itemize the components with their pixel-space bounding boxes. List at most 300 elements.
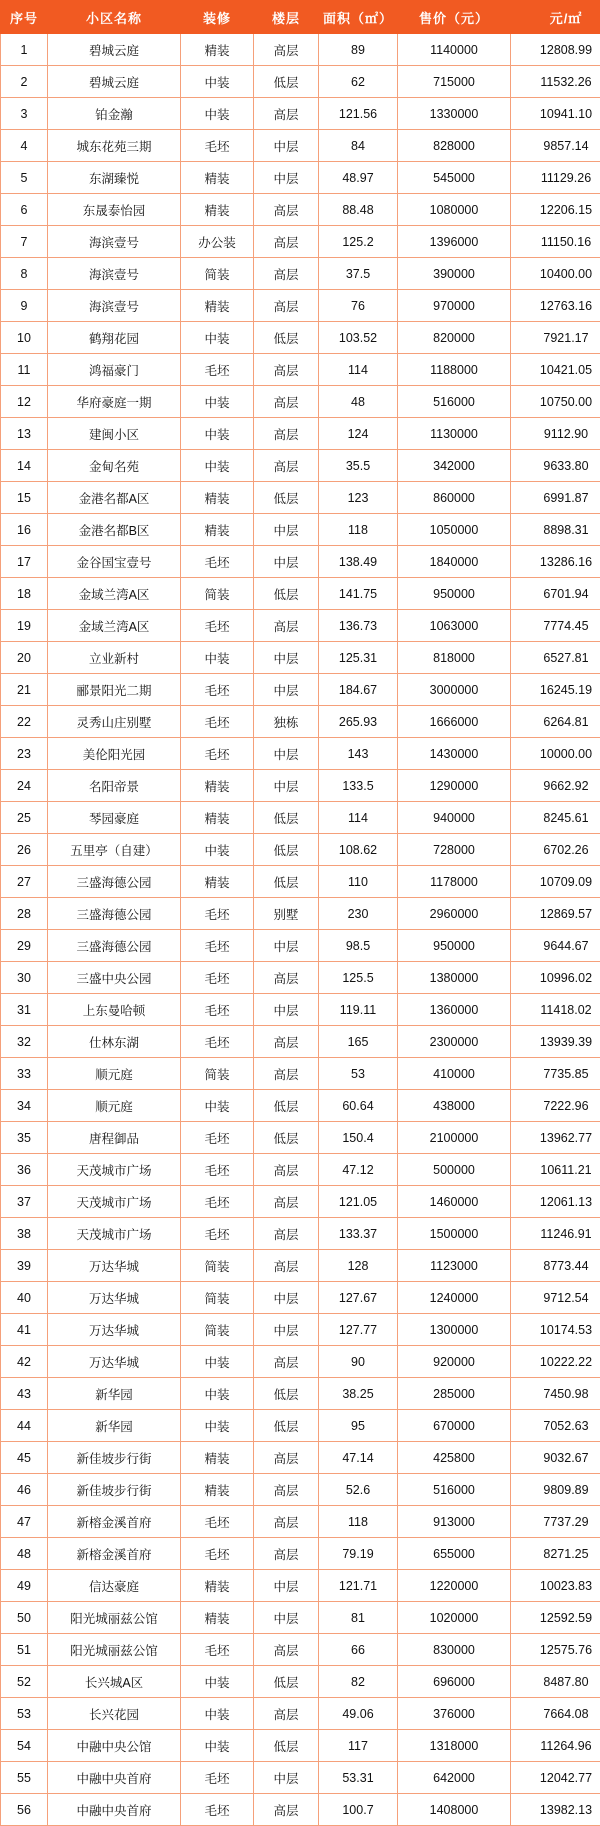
cell-unit-price: 7737.29 [511,1506,600,1538]
cell-community-name: 信达豪庭 [48,1570,181,1602]
cell-community-name: 碧城云庭 [48,34,181,66]
cell-community-name: 郦景阳光二期 [48,674,181,706]
cell-unit-price: 11418.02 [511,994,600,1026]
cell-unit-price: 6991.87 [511,482,600,514]
cell-community-name: 金谷国宝壹号 [48,546,181,578]
cell-index: 35 [1,1122,48,1154]
cell-unit-price: 6264.81 [511,706,600,738]
cell-area: 265.93 [319,706,398,738]
cell-unit-price: 7222.96 [511,1090,600,1122]
cell-area: 133.5 [319,770,398,802]
header-index: 序号 [1,1,48,34]
cell-index: 52 [1,1666,48,1698]
cell-decoration: 毛坯 [181,1186,254,1218]
cell-area: 114 [319,802,398,834]
cell-area: 89 [319,34,398,66]
cell-floor: 中层 [254,162,319,194]
cell-community-name: 上东曼哈顿 [48,994,181,1026]
table-row [1,1282,600,1314]
cell-floor: 中层 [254,1762,319,1794]
cell-decoration: 毛坯 [181,354,254,386]
cell-floor: 高层 [254,610,319,642]
cell-area: 110 [319,866,398,898]
cell-price: 828000 [398,130,511,162]
cell-decoration: 精装 [181,1442,254,1474]
cell-floor: 高层 [254,1506,319,1538]
cell-unit-price: 7052.63 [511,1410,600,1442]
cell-index: 28 [1,898,48,930]
cell-unit-price: 9809.89 [511,1474,600,1506]
cell-price: 1460000 [398,1186,511,1218]
cell-unit-price: 13962.77 [511,1122,600,1154]
cell-community-name: 长兴城A区 [48,1666,181,1698]
cell-unit-price: 9857.14 [511,130,600,162]
cell-price: 1666000 [398,706,511,738]
header-community-name: 小区名称 [48,1,181,34]
table-row [1,258,600,290]
table-row [1,1698,600,1730]
cell-price: 1318000 [398,1730,511,1762]
cell-area: 60.64 [319,1090,398,1122]
cell-unit-price: 12061.13 [511,1186,600,1218]
cell-price: 1380000 [398,962,511,994]
cell-price: 1408000 [398,1794,511,1826]
cell-index: 12 [1,386,48,418]
cell-area: 125.2 [319,226,398,258]
cell-decoration: 毛坯 [181,1762,254,1794]
cell-community-name: 金港名都B区 [48,514,181,546]
cell-index: 5 [1,162,48,194]
table-row [1,674,600,706]
cell-area: 136.73 [319,610,398,642]
cell-decoration: 办公装 [181,226,254,258]
cell-price: 500000 [398,1154,511,1186]
cell-community-name: 鹤翔花园 [48,322,181,354]
cell-index: 1 [1,34,48,66]
table-row [1,290,600,322]
table-row [1,770,600,802]
cell-price: 1300000 [398,1314,511,1346]
cell-community-name: 万达华城 [48,1282,181,1314]
cell-index: 50 [1,1602,48,1634]
cell-community-name: 美伦阳光园 [48,738,181,770]
cell-floor: 低层 [254,578,319,610]
cell-area: 52.6 [319,1474,398,1506]
cell-community-name: 中融中央首府 [48,1762,181,1794]
cell-floor: 高层 [254,1442,319,1474]
cell-decoration: 中装 [181,98,254,130]
cell-community-name: 海滨壹号 [48,290,181,322]
table-header [1,1,600,34]
cell-floor: 高层 [254,1538,319,1570]
cell-index: 55 [1,1762,48,1794]
header-unit-price: 元/㎡ [511,1,600,34]
cell-community-name: 鸿福豪门 [48,354,181,386]
cell-decoration: 毛坯 [181,1634,254,1666]
cell-decoration: 中装 [181,66,254,98]
cell-index: 31 [1,994,48,1026]
cell-floor: 低层 [254,322,319,354]
cell-community-name: 仕林东湖 [48,1026,181,1058]
cell-area: 95 [319,1410,398,1442]
cell-price: 655000 [398,1538,511,1570]
cell-decoration: 中装 [181,1666,254,1698]
cell-unit-price: 7450.98 [511,1378,600,1410]
cell-unit-price: 10222.22 [511,1346,600,1378]
header-price: 售价（元） [398,1,511,34]
cell-price: 1330000 [398,98,511,130]
cell-price: 1178000 [398,866,511,898]
cell-unit-price: 10421.05 [511,354,600,386]
cell-area: 47.14 [319,1442,398,1474]
cell-area: 76 [319,290,398,322]
cell-decoration: 中装 [181,418,254,450]
cell-floor: 低层 [254,1122,319,1154]
cell-floor: 独栋 [254,706,319,738]
cell-index: 22 [1,706,48,738]
table-row [1,1506,600,1538]
cell-index: 3 [1,98,48,130]
cell-unit-price: 12042.77 [511,1762,600,1794]
cell-floor: 低层 [254,1090,319,1122]
cell-index: 4 [1,130,48,162]
table-row [1,706,600,738]
cell-area: 123 [319,482,398,514]
table-row [1,1186,600,1218]
cell-community-name: 灵秀山庄别墅 [48,706,181,738]
cell-community-name: 三盛海德公园 [48,898,181,930]
cell-decoration: 中装 [181,1730,254,1762]
cell-index: 15 [1,482,48,514]
cell-floor: 高层 [254,1698,319,1730]
cell-price: 696000 [398,1666,511,1698]
cell-community-name: 铂金瀚 [48,98,181,130]
table-row [1,354,600,386]
cell-area: 118 [319,1506,398,1538]
cell-index: 30 [1,962,48,994]
cell-floor: 低层 [254,482,319,514]
cell-floor: 中层 [254,514,319,546]
cell-community-name: 金甸名苑 [48,450,181,482]
cell-area: 128 [319,1250,398,1282]
table-row [1,962,600,994]
cell-floor: 高层 [254,354,319,386]
cell-community-name: 建闽小区 [48,418,181,450]
cell-area: 79.19 [319,1538,398,1570]
cell-floor: 高层 [254,1634,319,1666]
cell-floor: 高层 [254,1058,319,1090]
cell-community-name: 唐程御品 [48,1122,181,1154]
table-row [1,546,600,578]
cell-community-name: 立业新村 [48,642,181,674]
cell-decoration: 精装 [181,866,254,898]
table-row [1,450,600,482]
cell-floor: 高层 [254,1026,319,1058]
cell-decoration: 毛坯 [181,706,254,738]
cell-community-name: 新华园 [48,1378,181,1410]
cell-floor: 低层 [254,66,319,98]
cell-decoration: 中装 [181,1410,254,1442]
cell-price: 970000 [398,290,511,322]
table-row [1,610,600,642]
cell-community-name: 碧城云庭 [48,66,181,98]
cell-decoration: 精装 [181,194,254,226]
table-row [1,226,600,258]
cell-price: 3000000 [398,674,511,706]
cell-index: 29 [1,930,48,962]
cell-unit-price: 13286.16 [511,546,600,578]
cell-price: 830000 [398,1634,511,1666]
cell-area: 150.4 [319,1122,398,1154]
cell-floor: 高层 [254,1346,319,1378]
cell-decoration: 毛坯 [181,1026,254,1058]
cell-floor: 低层 [254,866,319,898]
cell-price: 425800 [398,1442,511,1474]
table-row [1,386,600,418]
cell-area: 82 [319,1666,398,1698]
cell-community-name: 琴园豪庭 [48,802,181,834]
table-row [1,578,600,610]
cell-community-name: 城东花苑三期 [48,130,181,162]
cell-unit-price: 7774.45 [511,610,600,642]
cell-price: 2100000 [398,1122,511,1154]
cell-floor: 低层 [254,1666,319,1698]
cell-index: 10 [1,322,48,354]
cell-decoration: 毛坯 [181,898,254,930]
cell-floor: 中层 [254,1602,319,1634]
table-row [1,1474,600,1506]
cell-area: 133.37 [319,1218,398,1250]
cell-index: 6 [1,194,48,226]
cell-unit-price: 12808.99 [511,34,600,66]
cell-price: 950000 [398,578,511,610]
cell-price: 2300000 [398,1026,511,1058]
cell-area: 48 [319,386,398,418]
table-row [1,1634,600,1666]
cell-floor: 中层 [254,642,319,674]
cell-index: 39 [1,1250,48,1282]
cell-index: 38 [1,1218,48,1250]
cell-index: 44 [1,1410,48,1442]
cell-community-name: 华府豪庭一期 [48,386,181,418]
cell-decoration: 精装 [181,482,254,514]
table-row [1,98,600,130]
cell-index: 27 [1,866,48,898]
table-row [1,1154,600,1186]
table-row [1,866,600,898]
cell-unit-price: 7735.85 [511,1058,600,1090]
cell-floor: 中层 [254,674,319,706]
cell-floor: 中层 [254,930,319,962]
cell-community-name: 天茂城市广场 [48,1154,181,1186]
table-row [1,482,600,514]
table-row [1,34,600,66]
cell-floor: 中层 [254,770,319,802]
table-row [1,1794,600,1826]
cell-price: 715000 [398,66,511,98]
cell-area: 124 [319,418,398,450]
cell-floor: 中层 [254,738,319,770]
table-row [1,1666,600,1698]
cell-area: 184.67 [319,674,398,706]
cell-price: 1360000 [398,994,511,1026]
cell-community-name: 阳光城丽兹公馆 [48,1602,181,1634]
cell-unit-price: 10023.83 [511,1570,600,1602]
cell-price: 390000 [398,258,511,290]
cell-area: 141.75 [319,578,398,610]
cell-price: 913000 [398,1506,511,1538]
cell-decoration: 中装 [181,1378,254,1410]
cell-unit-price: 7664.08 [511,1698,600,1730]
cell-floor: 高层 [254,962,319,994]
cell-index: 54 [1,1730,48,1762]
cell-index: 34 [1,1090,48,1122]
cell-community-name: 名阳帝景 [48,770,181,802]
cell-decoration: 精装 [181,1474,254,1506]
cell-price: 2960000 [398,898,511,930]
cell-community-name: 东湖臻悦 [48,162,181,194]
cell-decoration: 精装 [181,1570,254,1602]
cell-unit-price: 9644.67 [511,930,600,962]
cell-price: 818000 [398,642,511,674]
cell-decoration: 中装 [181,1090,254,1122]
cell-price: 670000 [398,1410,511,1442]
cell-area: 98.5 [319,930,398,962]
cell-area: 127.77 [319,1314,398,1346]
table-row [1,130,600,162]
cell-index: 37 [1,1186,48,1218]
cell-price: 642000 [398,1762,511,1794]
cell-index: 53 [1,1698,48,1730]
cell-decoration: 精装 [181,1602,254,1634]
cell-area: 100.7 [319,1794,398,1826]
cell-area: 121.71 [319,1570,398,1602]
cell-unit-price: 13982.13 [511,1794,600,1826]
cell-price: 1240000 [398,1282,511,1314]
cell-decoration: 精装 [181,802,254,834]
cell-index: 36 [1,1154,48,1186]
cell-price: 820000 [398,322,511,354]
cell-floor: 高层 [254,34,319,66]
cell-community-name: 五里亭（自建） [48,834,181,866]
cell-unit-price: 9032.67 [511,1442,600,1474]
cell-index: 49 [1,1570,48,1602]
cell-floor: 低层 [254,1378,319,1410]
table-row [1,738,600,770]
cell-area: 66 [319,1634,398,1666]
cell-community-name: 三盛中央公园 [48,962,181,994]
cell-index: 32 [1,1026,48,1058]
cell-price: 342000 [398,450,511,482]
cell-decoration: 简装 [181,1250,254,1282]
table-row [1,1730,600,1762]
cell-floor: 高层 [254,418,319,450]
header-decoration: 装修 [181,1,254,34]
table-row [1,1058,600,1090]
cell-price: 516000 [398,386,511,418]
cell-community-name: 新佳坡步行街 [48,1442,181,1474]
cell-unit-price: 9633.80 [511,450,600,482]
cell-index: 56 [1,1794,48,1826]
cell-unit-price: 7921.17 [511,322,600,354]
cell-index: 43 [1,1378,48,1410]
cell-community-name: 长兴花园 [48,1698,181,1730]
cell-unit-price: 6701.94 [511,578,600,610]
cell-decoration: 毛坯 [181,1538,254,1570]
cell-area: 103.52 [319,322,398,354]
cell-unit-price: 12763.16 [511,290,600,322]
cell-price: 1500000 [398,1218,511,1250]
cell-index: 11 [1,354,48,386]
cell-floor: 中层 [254,994,319,1026]
cell-floor: 中层 [254,546,319,578]
cell-unit-price: 11129.26 [511,162,600,194]
cell-price: 1140000 [398,34,511,66]
header-area: 面积（㎡） [319,1,398,34]
cell-price: 1188000 [398,354,511,386]
cell-decoration: 毛坯 [181,962,254,994]
cell-floor: 高层 [254,194,319,226]
cell-decoration: 毛坯 [181,738,254,770]
cell-area: 165 [319,1026,398,1058]
cell-decoration: 中装 [181,1698,254,1730]
cell-decoration: 中装 [181,386,254,418]
cell-index: 40 [1,1282,48,1314]
cell-decoration: 中装 [181,642,254,674]
cell-index: 20 [1,642,48,674]
table-row [1,1122,600,1154]
cell-community-name: 三盛海德公园 [48,930,181,962]
cell-price: 410000 [398,1058,511,1090]
cell-area: 117 [319,1730,398,1762]
cell-unit-price: 10174.53 [511,1314,600,1346]
cell-index: 19 [1,610,48,642]
cell-decoration: 毛坯 [181,610,254,642]
cell-index: 13 [1,418,48,450]
cell-price: 950000 [398,930,511,962]
table-row [1,1570,600,1602]
cell-index: 7 [1,226,48,258]
cell-unit-price: 8898.31 [511,514,600,546]
cell-price: 920000 [398,1346,511,1378]
cell-unit-price: 10611.21 [511,1154,600,1186]
cell-community-name: 万达华城 [48,1346,181,1378]
cell-unit-price: 8773.44 [511,1250,600,1282]
cell-unit-price: 6702.26 [511,834,600,866]
cell-community-name: 金域兰湾A区 [48,610,181,642]
cell-area: 127.67 [319,1282,398,1314]
table-row [1,514,600,546]
cell-decoration: 简装 [181,1282,254,1314]
cell-unit-price: 8245.61 [511,802,600,834]
cell-floor: 别墅 [254,898,319,930]
cell-area: 125.31 [319,642,398,674]
cell-price: 1430000 [398,738,511,770]
cell-area: 121.05 [319,1186,398,1218]
cell-decoration: 毛坯 [181,1122,254,1154]
cell-price: 1396000 [398,226,511,258]
table-row [1,66,600,98]
cell-area: 62 [319,66,398,98]
cell-index: 18 [1,578,48,610]
cell-index: 23 [1,738,48,770]
cell-unit-price: 10750.00 [511,386,600,418]
cell-community-name: 东晟泰怡园 [48,194,181,226]
cell-price: 1130000 [398,418,511,450]
cell-decoration: 毛坯 [181,1154,254,1186]
cell-community-name: 中融中央公馆 [48,1730,181,1762]
cell-price: 1080000 [398,194,511,226]
